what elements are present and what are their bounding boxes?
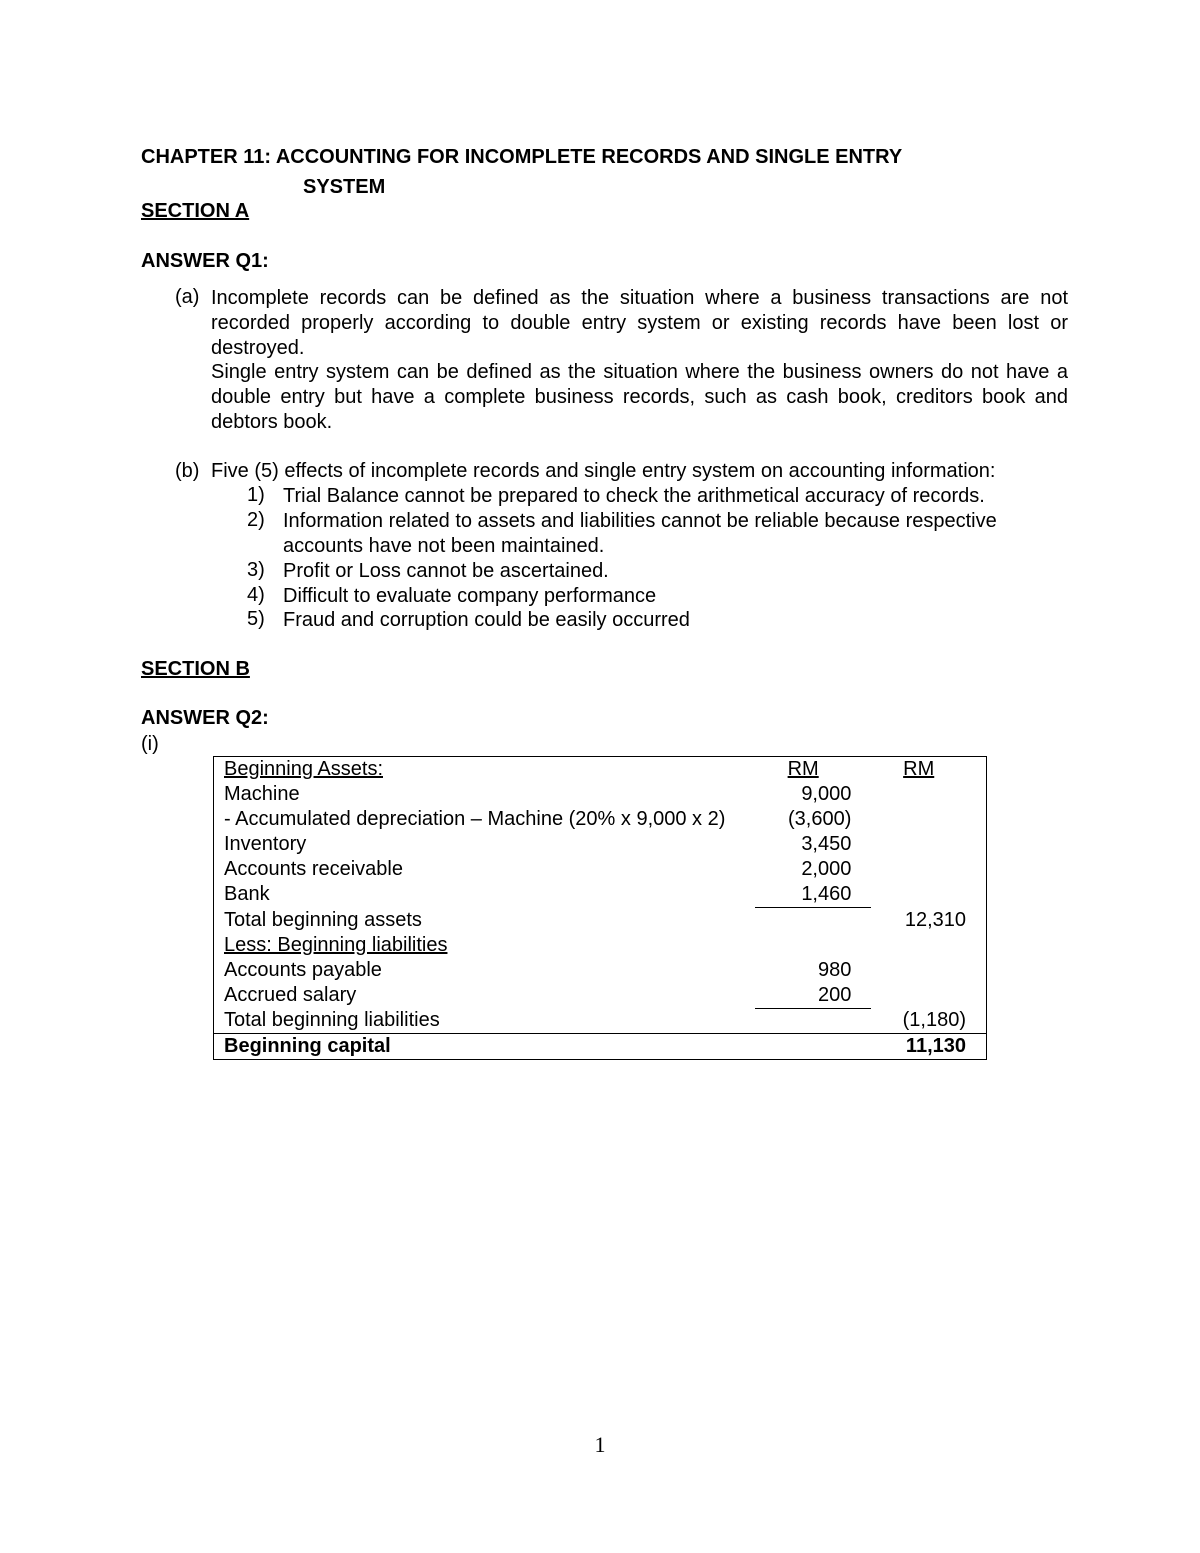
table-row: - Accumulated depreciation – Machine (20% x 9,000 x 2) (3,600) [224,808,852,830]
section-a-heading: SECTION A [141,200,250,222]
col2-header: RM [903,758,935,780]
part-a-paragraph-2: Single entry system can be defined as the situation where the business owners do not have a double entry but have a complete business records, such as cash book, creditors book and debtors book. [211,361,1068,433]
title-line-2: SYSTEM [303,176,386,198]
table-row [214,757,987,783]
answer-q1-heading: ANSWER Q1: [141,250,269,272]
assets-heading: Beginning Assets: [224,758,383,780]
page-number: 1 [594,1432,606,1457]
table-row: Accounts payable 980 [224,958,852,981]
table-row: Machine 9,000 [224,783,852,805]
table-row: Bank 1,460 [214,882,987,908]
part-i-label: (i) [141,733,159,755]
part-b-label: (b) [175,460,200,482]
liabilities-heading: Less: Beginning liabilities [224,933,448,956]
part-a-label: (a) [175,286,200,308]
table-row: Beginning capital 11,130 [214,1034,987,1060]
part-b-intro: Five (5) effects of incomplete records and single entry system on accounting information: [211,460,996,482]
table-row: Total beginning assets 12,310 [224,908,966,931]
table-row: Accounts receivable 2,000 [224,858,852,880]
document-title [141,142,902,202]
table-row: Inventory 3,450 [224,833,852,855]
table-row: Total beginning liabilities (1,180) [214,1008,987,1034]
part-a-paragraph-1: Incomplete records can be defined as the situation where a business transactions are not recorded properly according to double entry system or existing records have been lost or destroyed. [211,287,1068,359]
table-row [214,933,987,958]
section-b-heading: SECTION B [141,658,250,680]
answer-q2-heading: ANSWER Q2: [141,707,269,729]
beginning-capital-statement [213,756,987,1060]
title-line-1: CHAPTER 11: ACCOUNTING FOR INCOMPLETE RECORDS AND SINGLE ENTRY [141,146,903,168]
table-row: Accrued salary 200 [214,983,987,1009]
col1-header: RM [787,758,819,780]
